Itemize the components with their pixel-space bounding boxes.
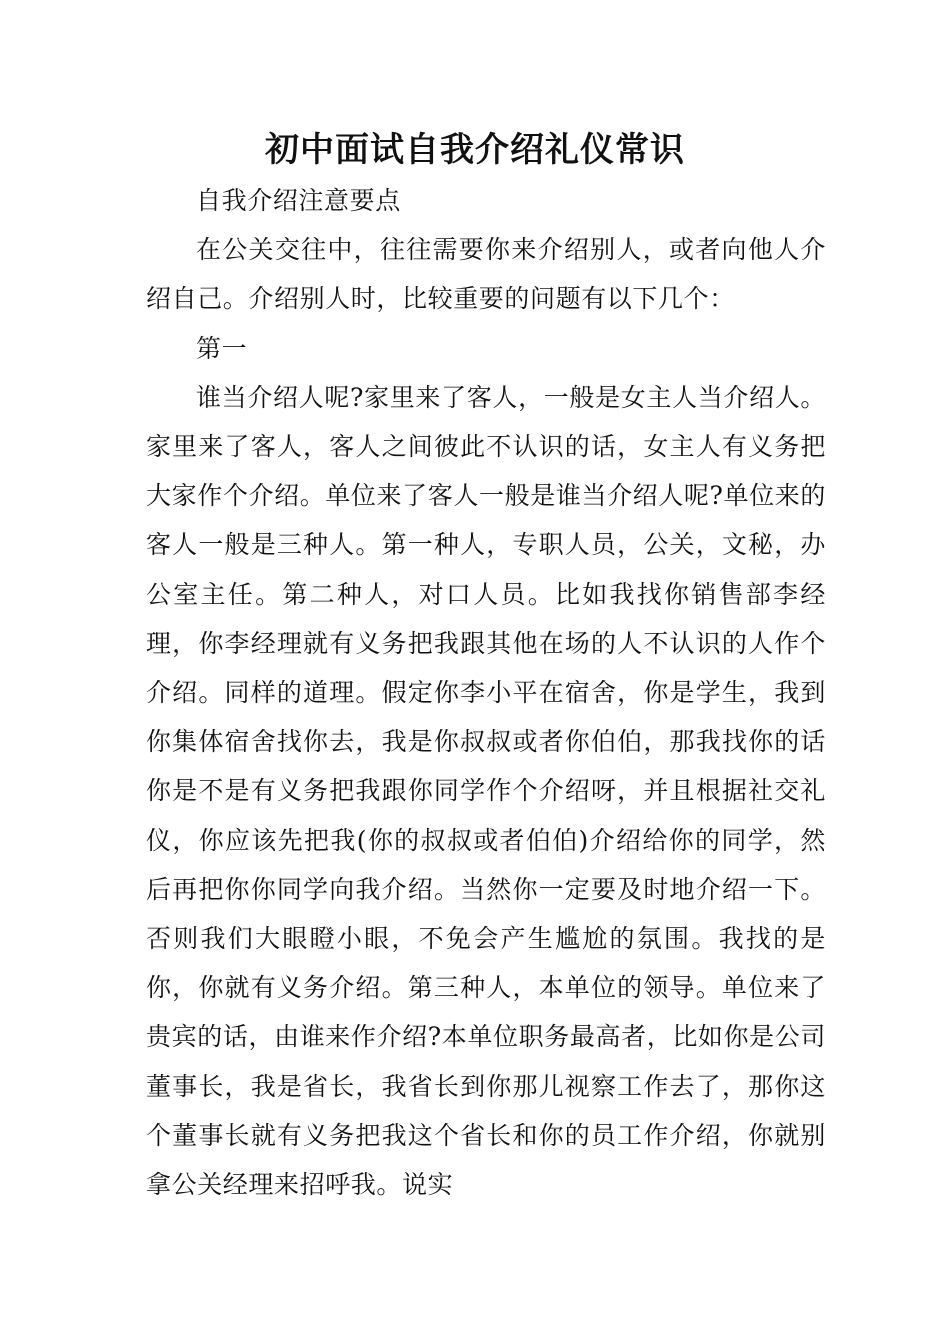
section-heading: 自我介绍注意要点 (196, 186, 401, 215)
body-paragraph: 谁当介绍人呢?家里来了客人，一般是女主人当介绍人。家里来了客人，客人之间彼此不认识的话，女主人有义务把大家作个介绍。单位来了客人一般是谁当介绍人呢?单位来的客人一般是三种人。第一种人，专职人员，公关，文秘，办公室主任。第二种人，对口人员。比如我找你销售部李经理，你李经理就有义务把我跟其他在场的人不认识的人作个介绍。同样的道理。假定你李小平在宿舍，你是学生，我到你集体宿舍找你去，我是你叔叔或者你伯伯，那我找你的话你是不是有义务把我跟你同学作个介绍呀，并且根据社交礼仪，你应该先把我(你的叔叔或者伯伯)介绍给你的同学，然后再把你你同学向我介绍。当然你一定要及时地介绍一下。否则我们大眼瞪小眼，不免会产生尴尬的氛围。我找的是你，你就有义务介绍。第三种人，本单位的领导。单位来了贵宾的话，由谁来作介绍?本单位职务最高者，比如你是公司董事长，我是省长，我省长到你那儿视察工作去了，那你这个董事长就有义务把我这个省长和你的员工作介绍，你就别拿公关经理来招呼我。说实 (146, 382, 826, 1200)
document-body (146, 176, 826, 1209)
section-heading: 第一 (196, 333, 248, 363)
document-title: 初中面试自我介绍礼仪常识 (265, 130, 685, 170)
body-paragraph: 在公关交往中，往往需要你来介绍别人，或者向他人介绍自己。介绍别人时，比较重要的问题有以下几个： (146, 235, 826, 314)
